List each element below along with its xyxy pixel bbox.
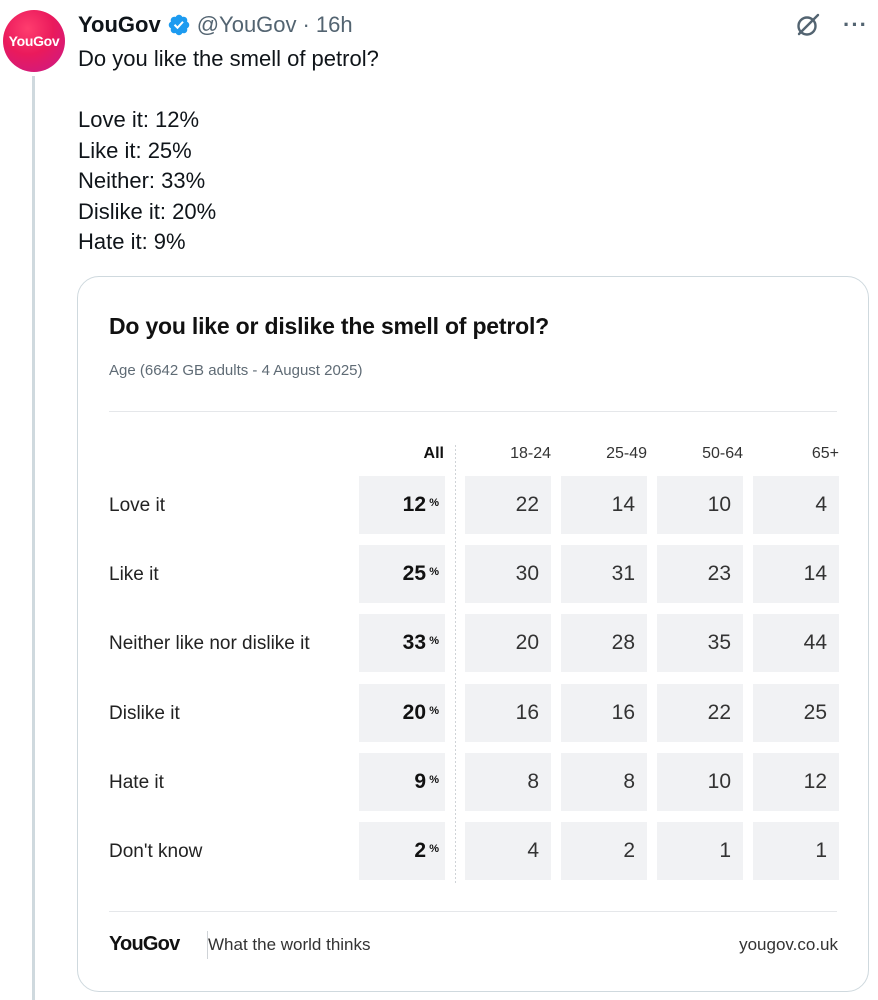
cell-value: 12	[803, 769, 827, 793]
percent-sign: %	[429, 566, 439, 579]
table-cell	[657, 545, 743, 603]
tweet-line: Love it: 12%	[78, 107, 200, 132]
table-cell	[561, 545, 647, 603]
card-title: Do you like or dislike the smell of petrol?	[109, 313, 549, 339]
thread-line	[32, 76, 35, 1000]
percent-sign: %	[429, 704, 439, 717]
footer-logo: YouGov	[109, 933, 180, 955]
table-cell	[465, 822, 551, 880]
percent-sign: %	[429, 497, 439, 509]
cell-value: 16	[611, 700, 635, 724]
header-actions	[795, 12, 868, 38]
table-cell-all	[359, 822, 445, 880]
cell-value: 23	[707, 562, 731, 586]
table-cell	[753, 822, 839, 880]
cell-value: 25	[402, 562, 426, 586]
table-cell	[561, 753, 647, 811]
tweet-text	[78, 44, 379, 258]
table-cell	[657, 684, 743, 742]
column-separator	[455, 445, 456, 883]
poll-image-card[interactable]	[77, 276, 869, 992]
table-cell	[753, 476, 839, 534]
table-cell	[657, 822, 743, 880]
table-cell	[753, 614, 839, 672]
table-cell-all	[359, 614, 445, 672]
handle[interactable]: @YouGov	[196, 12, 297, 37]
cell-value: 12	[402, 493, 426, 516]
table-cell	[561, 684, 647, 742]
cell-value: 9	[414, 769, 426, 793]
table-cell	[465, 614, 551, 672]
cell-value: 16	[515, 700, 539, 724]
percent-sign: %	[429, 635, 439, 648]
cell-value: 22	[707, 700, 731, 724]
table-cell	[753, 684, 839, 742]
column-header: 25-49	[606, 445, 647, 462]
table-cell	[657, 476, 743, 534]
cell-value: 1	[815, 839, 827, 862]
table-cell	[465, 545, 551, 603]
percent-sign: %	[429, 773, 439, 786]
tweet-line: Like it: 25%	[78, 137, 192, 163]
cell-value: 25	[803, 700, 827, 724]
footer-tagline: What the world thinks	[208, 935, 371, 954]
cell-value: 8	[623, 769, 635, 793]
table-cell	[465, 684, 551, 742]
table-cell-all	[359, 753, 445, 811]
cell-value: 10	[707, 493, 731, 516]
timestamp[interactable]: 16h	[315, 12, 353, 37]
column-header: 50-64	[702, 445, 743, 462]
table-cell-all	[359, 684, 445, 742]
cell-value: 8	[527, 769, 539, 793]
table-cell	[657, 614, 743, 672]
row-label: Love it	[109, 495, 165, 516]
cell-value: 33	[402, 631, 426, 655]
cell-value: 22	[515, 493, 539, 516]
table-cell-all	[359, 476, 445, 534]
cell-value: 20	[515, 631, 539, 655]
column-header-all: All	[423, 445, 444, 462]
table-cell	[561, 476, 647, 534]
tweet-line: Do you like the smell of petrol?	[78, 46, 379, 71]
table-cell	[561, 614, 647, 672]
cell-value: 31	[611, 562, 635, 586]
column-header: 18-24	[510, 445, 551, 462]
table-cell	[561, 822, 647, 880]
cell-value: 14	[803, 562, 827, 586]
tweet-line	[78, 75, 379, 106]
divider	[109, 411, 837, 412]
cell-value: 4	[527, 839, 539, 862]
column-header: 65+	[811, 445, 839, 462]
avatar[interactable]	[3, 10, 65, 72]
divider	[109, 911, 837, 912]
tweet-line: Neither: 33%	[78, 168, 206, 193]
table-cell	[753, 545, 839, 603]
row-label: Hate it	[109, 771, 164, 793]
verified-badge-icon[interactable]	[167, 13, 191, 37]
cell-value: 20	[402, 700, 426, 724]
table-cell	[657, 753, 743, 811]
cell-value: 2	[414, 839, 426, 862]
grok-icon[interactable]	[795, 12, 821, 38]
table-cell	[465, 753, 551, 811]
row-label: Dislike it	[109, 702, 180, 724]
display-name[interactable]: YouGov	[78, 12, 161, 37]
row-label: Don't know	[109, 841, 203, 862]
table-cell	[753, 753, 839, 811]
row-label: Like it	[109, 564, 159, 586]
percent-sign: %	[429, 843, 439, 855]
cell-value: 2	[623, 839, 635, 862]
table-cell	[465, 476, 551, 534]
table-cell-all	[359, 545, 445, 603]
cell-value: 1	[719, 839, 731, 862]
separator-dot: ·	[302, 12, 310, 37]
cell-value: 14	[611, 493, 635, 516]
tweet-header	[78, 10, 353, 40]
tweet-line: Dislike it: 20%	[78, 198, 217, 224]
cell-value: 10	[707, 769, 731, 793]
cell-value: 35	[707, 631, 731, 655]
cell-value: 30	[515, 562, 539, 586]
tweet-line: Hate it: 9%	[78, 229, 186, 254]
cell-value: 4	[815, 493, 827, 516]
card-subtitle: Age (6642 GB adults - 4 August 2025)	[109, 362, 363, 379]
row-label: Neither like nor dislike it	[109, 633, 310, 655]
more-icon[interactable]: ···	[843, 12, 868, 37]
cell-value: 28	[611, 631, 635, 655]
footer-url: yougov.co.uk	[739, 935, 838, 954]
avatar-label: YouGov	[8, 33, 60, 49]
cell-value: 44	[803, 631, 827, 655]
